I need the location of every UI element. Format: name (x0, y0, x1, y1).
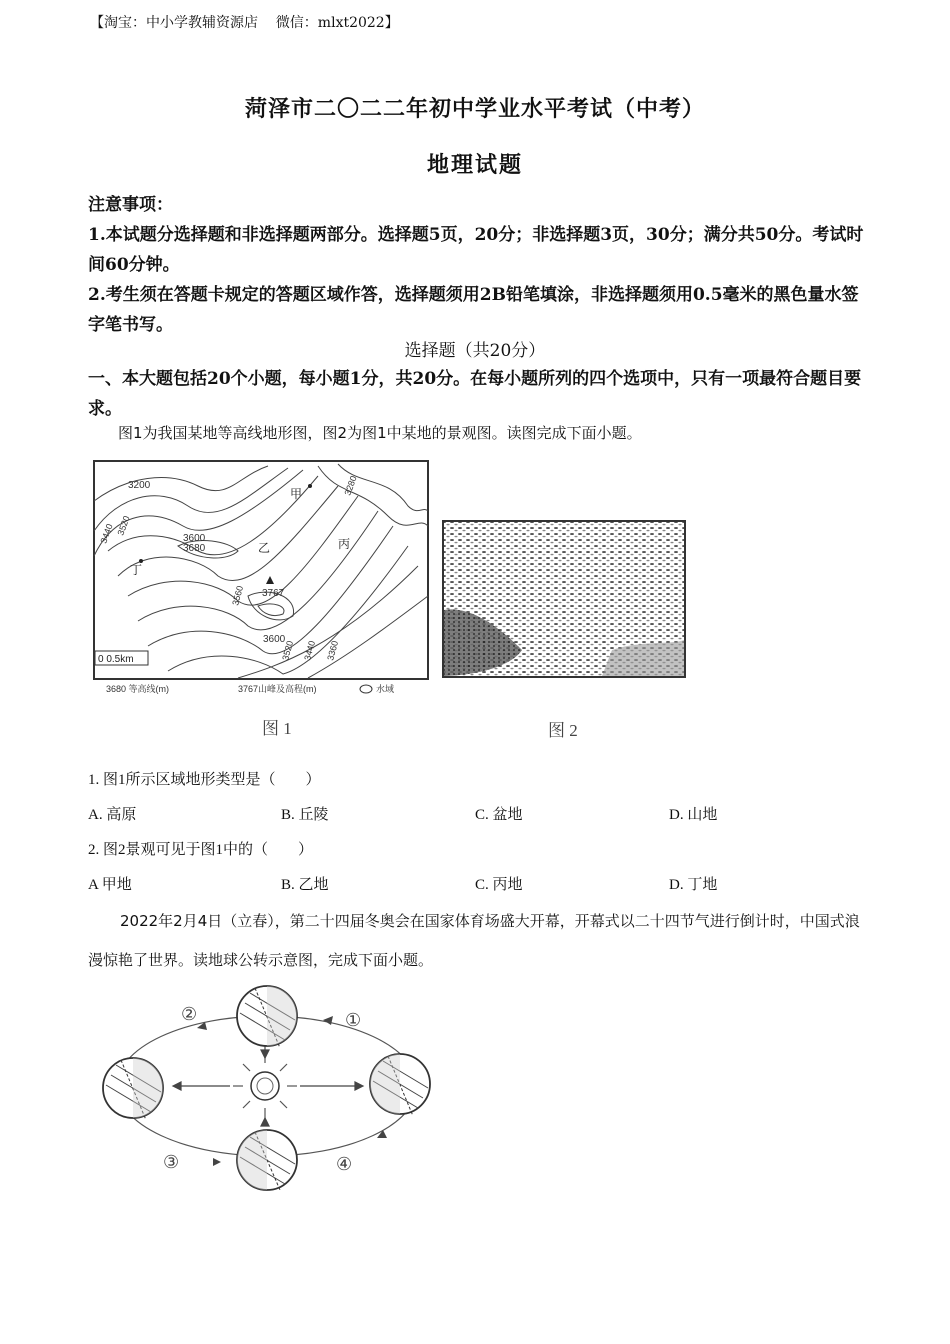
point-jia (308, 484, 312, 488)
notes-item-2: 2.考生须在答题卡规定的答题区域作答，选择题须用2B铅笔填涂，非选择题须用0.5毫米的黑色量水签字笔书写。 (88, 285, 859, 335)
landscape-photo (442, 520, 686, 678)
figure2-caption: 图 2 (548, 721, 578, 740)
question-2-stem: 2. 图2景观可见于图1中的（ ） (88, 842, 314, 858)
q1-option-b[interactable]: B. 丘陵 (281, 807, 329, 823)
earth-left-icon (103, 1058, 163, 1120)
orbit-label-1: ① (345, 1010, 362, 1031)
header-wechat: 微信：mlxt2022】 (275, 15, 399, 31)
contour-label-3200: 3200 (128, 480, 151, 491)
exam-title: 菏泽市二〇二二年初中学业水平考试（中考） (244, 96, 705, 122)
sun-icon (251, 1072, 279, 1100)
place-bing: 丙 (338, 537, 351, 551)
header-line (90, 12, 399, 32)
earth-orbit-diagram (95, 978, 445, 1198)
orbit-label-2: ② (181, 1004, 198, 1025)
notes-heading: 注意事项： (88, 195, 173, 215)
peak-elevation: 3767 (262, 588, 285, 599)
place-jia: 甲 (290, 487, 303, 501)
contour-label-3360: 3360 (325, 639, 341, 662)
q2-option-a[interactable]: A 甲地 (88, 877, 132, 893)
orbit-label-4: ④ (336, 1154, 353, 1175)
figure1-caption: 图 1 (262, 719, 292, 738)
part-one-instructions: 一、本大题包括20个小题，每小题1分，共20分。在每小题所列的四个选项中，只有一项最符合题目要求。 (88, 369, 862, 419)
section-title: 选择题（共20分） (404, 341, 546, 361)
contour-label-3440: 3440 (302, 639, 318, 662)
header-shop: 【淘宝：中小学教辅资源店 (90, 15, 258, 31)
point-ding (139, 559, 143, 563)
legend-water-icon (360, 685, 372, 693)
contour-label-3560: 3560 (230, 584, 246, 607)
notes-block (88, 190, 868, 340)
earth-bottom-icon (237, 1130, 297, 1190)
earth-top-icon (237, 986, 297, 1048)
place-ding: 丁 (130, 563, 143, 577)
contour-label-3440: 3440 (98, 522, 115, 545)
scale-label: 0 0.5km (98, 654, 134, 665)
q2-option-b[interactable]: B. 乙地 (281, 877, 329, 893)
notes-item-1: 1.本试题分选择题和非选择题两部分。选择题5页，20分；非选择题3页，30分；满分共50分。考试时间60分钟。 (88, 225, 864, 275)
contour-map-frame (94, 461, 428, 679)
contour-label-3520: 3520 (115, 514, 132, 537)
contour-label-3600-south: 3600 (263, 634, 286, 645)
legend-contour: 3680 等高线(m) (106, 684, 170, 694)
place-yi: 乙 (258, 541, 271, 555)
contour-label-3520: 3520 (280, 639, 296, 662)
q2-option-c[interactable]: C. 丙地 (475, 877, 523, 893)
orbit-label-3: ③ (163, 1152, 180, 1173)
q2-option-d[interactable]: D. 丁地 (669, 877, 718, 893)
q1-option-a[interactable]: A. 高原 (88, 807, 137, 823)
question-intro-2: 2022年2月4日（立春），第二十四届冬奥会在国家体育场盛大开幕，开幕式以二十四节气进行倒计时，中国式浪漫惊艳了世界。读地球公转示意图，完成下面小题。 (88, 912, 860, 969)
earth-right-icon (370, 1054, 430, 1116)
question-intro-1: 图1为我国某地等高线地形图，图2为图1中某地的景观图。读图完成下面小题。 (118, 424, 642, 442)
contour-map-figure (88, 456, 433, 706)
q1-option-c[interactable]: C. 盆地 (475, 807, 523, 823)
legend-water: 水域 (376, 684, 395, 694)
contour-label-3680: 3680 (183, 543, 206, 554)
exam-subject: 地理试题 (426, 152, 523, 178)
contour-label-3600: 3600 (183, 533, 206, 544)
question-1-stem: 1. 图1所示区域地形类型是（ ） (88, 772, 321, 788)
q1-option-d[interactable]: D. 山地 (669, 807, 718, 823)
legend-peak: 3767山峰及高程(m) (238, 684, 317, 694)
contour-label-3280: 3280 (342, 474, 359, 497)
